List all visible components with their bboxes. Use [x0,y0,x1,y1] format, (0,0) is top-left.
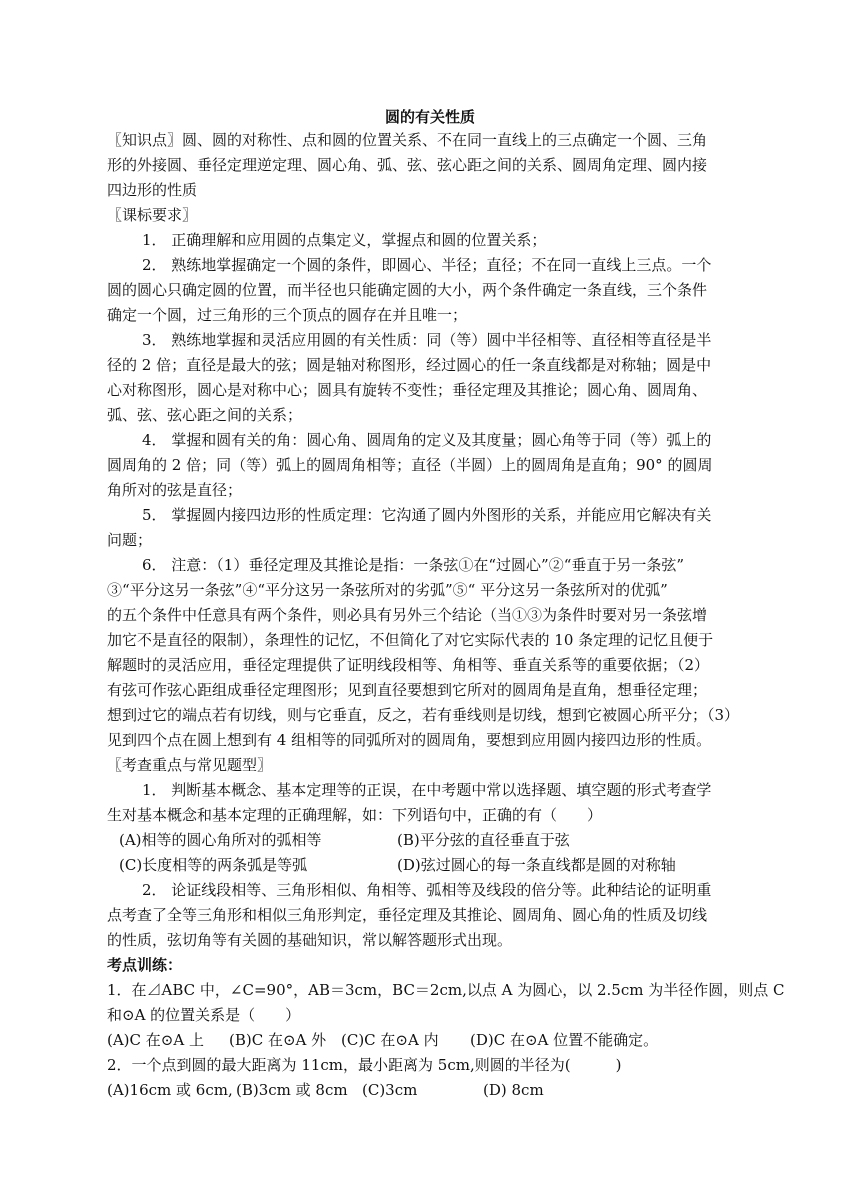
requirement-6-line-4: 加它不是直径的限制），条理性的记忆，不但简化了对它实际代表的 10 条定理的记忆且便于 [107,631,714,649]
section-heading-practice: 考点训练： [107,956,183,974]
focus-option-c: (C)长度相等的两条弧是等弧 [119,856,308,874]
question-1-option-b: (B)C 在⊙A 外 [229,1031,327,1049]
requirement-6-line-6: 有弦可作弦心距组成垂径定理图形；见到直径要想到它所对的圆周角是直角，想垂径定理； [107,681,708,699]
page-title: 圆的有关性质 [384,108,475,126]
question-1-option-c: (C)C 在⊙A 内 [341,1031,439,1049]
focus-2-line-3: 的性质，弦切角等有关圆的基础知识，常以解答题形式出现。 [107,931,513,949]
knowledge-line-3: 四边形的性质 [107,181,198,199]
requirement-6-line-1: 6． 注意：（1）垂径定理及其推论是指：一条弦①在“过圆心”②“垂直于另一条弦” [142,556,685,574]
requirement-3-line-4: 弧、弦、弦心距之间的关系； [107,406,303,424]
focus-option-d: (D)弦过圆心的每一条直线都是圆的对称轴 [397,856,676,874]
knowledge-line-1: 〖知识点〗圆、圆的对称性、点和圆的位置关系、不在同一直线上的三点确定一个圆、三角 [107,131,708,149]
requirement-2-line-3: 确定一个圆，过三角形的三个顶点的圆存在并且唯一； [107,306,468,324]
requirement-6-line-8: 见到四个点在圆上想到有 4 组相等的同弧所对的圆周角，要想到应用圆内接四边形的性质。 [107,731,712,749]
question-1-line-1: 1．在⊿ABC 中，∠C=90°，AB＝3cm，BC＝2cm,以点 A 为圆心，以 2.5cm 为半径作圆，则点 C [107,981,785,999]
question-2-line-1: 2．一个点到圆的最大距离为 11cm，最小距离为 5cm,则圆的半径为( ) [107,1056,622,1074]
requirement-6-line-2: ③“平分这另一条弦”④“平分这另一条弦所对的劣弧”⑤“ 平分这另一条弦所对的优弧” [107,581,668,599]
requirement-4-line-2: 圆周角的 2 倍；同（等）弧上的圆周角相等；直径（半圆）上的圆周角是直角；90° 的圆周 [107,456,713,474]
requirement-5-line-1: 5． 掌握圆内接四边形的性质定理：它沟通了圆内外图形的关系，并能应用它解决有关 [142,506,712,524]
question-2-option-d: (D) 8cm [483,1081,544,1099]
focus-2-line-1: 2． 论证线段相等、三角形相似、角相等、弧相等及线段的倍分等。此种结论的证明重 [142,881,712,899]
knowledge-line-2: 形的外接圆、垂径定理逆定理、圆心角、弧、弦、弦心距之间的关系、圆周角定理、圆内接 [107,156,708,174]
focus-option-a: (A)相等的圆心角所对的弧相等 [119,831,322,849]
question-1-option-a: (A)C 在⊙A 上 [107,1031,204,1049]
requirement-3-line-3: 心对称图形，圆心是对称中心；圆具有旋转不变性；垂径定理及其推论；圆心角、圆周角、 [107,381,708,399]
question-2-option-b: (B)3cm 或 8cm [236,1081,348,1099]
requirement-3-line-1: 3． 熟练地掌握和灵活应用圆的有关性质：同（等）圆中半径相等、直径相等直径是半 [142,331,712,349]
requirement-2-line-2: 圆的圆心只确定圆的位置，而半径也只能确定圆的大小，两个条件确定一条直线，三个条件 [107,281,708,299]
requirement-1: 1． 正确理解和应用圆的点集定义，掌握点和圆的位置关系； [142,231,547,249]
requirement-4-line-3: 角所对的弦是直径； [107,481,243,499]
focus-1-line-1: 1． 判断基本概念、基本定理等的正误，在中考题中常以选择题、填空题的形式考查学 [142,781,712,799]
requirement-5-line-2: 问题； [107,531,153,549]
requirement-4-line-1: 4． 掌握和圆有关的角：圆心角、圆周角的定义及其度量；圆心角等于同（等）弧上的 [142,431,712,449]
requirement-2-line-1: 2． 熟练地掌握确定一个圆的条件，即圆心、半径；直径；不在同一直线上三点。一个 [142,256,712,274]
section-heading-exam-focus: 〖考查重点与常见题型〗 [107,756,273,774]
section-heading-requirements: 〖课标要求〗 [107,206,198,224]
question-1-option-d: (D)C 在⊙A 位置不能确定。 [470,1031,659,1049]
focus-1-line-2: 生对基本概念和基本定理的正确理解，如：下列语句中，正确的有（ ） [107,806,603,824]
requirement-6-line-7: 想到过它的端点若有切线，则与它垂直，反之，若有垂线则是切线，想到它被圆心所平分；（3） [107,706,740,724]
question-1-line-2: 和⊙A 的位置关系是（ ） [107,1006,301,1024]
question-2-option-a: (A)16cm 或 6cm, [107,1081,233,1099]
requirement-6-line-5: 解题时的灵活应用，垂径定理提供了证明线段相等、角相等、垂直关系等的重要依据；（2） [107,656,710,674]
focus-option-b: (B)平分弦的直径垂直于弦 [397,831,570,849]
question-2-option-c: (C)3cm [362,1081,418,1099]
requirement-3-line-2: 径的 2 倍；直径是最大的弦；圆是轴对称图形，经过圆心的任一条直线都是对称轴；圆是中 [107,356,712,374]
requirement-6-line-3: 的五个条件中任意具有两个条件，则必具有另外三个结论（当①③为条件时要对另一条弦增 [107,606,708,624]
focus-2-line-2: 点考查了全等三角形和相似三角形判定，垂径定理及其推论、圆周角、圆心角的性质及切线 [107,906,708,924]
